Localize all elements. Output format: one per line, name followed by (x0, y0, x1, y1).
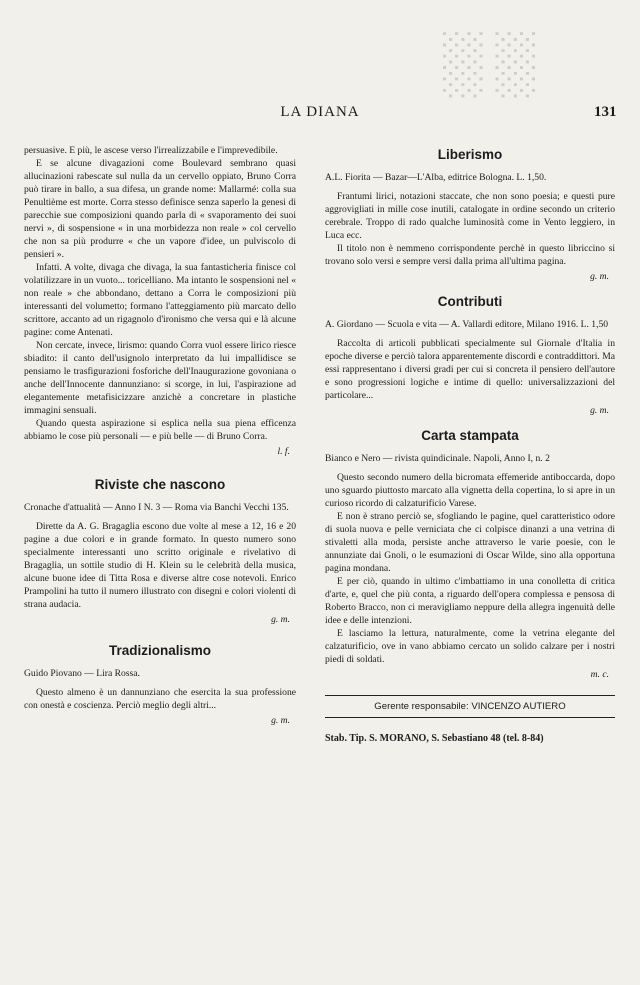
signature: l. f. (277, 446, 290, 457)
signature: m. c. (590, 669, 609, 680)
bleed-through-mark: ░░ (440, 29, 546, 95)
right-column (325, 144, 615, 745)
printer-imprint: Stab. Tip. S. MORANO, S. Sebastiano 48 (tel. 8-84) (325, 733, 544, 744)
section-heading-contributi: Contributi (437, 294, 503, 309)
paragraph: Questo secondo numero della bicromata effemeride antiboccarda, dopo uno sguardo piuttosto marcato alla vignetta della copertina, lo si apre in un curioso ricordo di calzaturificio Varese. (325, 472, 615, 509)
paragraph: E lasciamo la lettura, naturalmente, come la vetrina elegante del calzaturificio, ove in vano abbiamo cercato un solido calzare per i nostri piedi di soldati. (325, 628, 615, 665)
section-heading-carta-stampata: Carta stampata (421, 428, 519, 443)
paragraph: Non cercate, invece, lirismo: quando Corra vuol essere lirico riesce sbiadito: il canto dell'usignolo interpretato da lui impallidisce se pensiamo le trasfigurazioni fosforiche dell'Inaugurazione govoniana o anche dell'Innocente dannunziano: si scorge, in lui, l'aspirazione ad elegantemente metafisicizzare anzichè a concretare in plastiche immagini sensuali. (24, 340, 296, 416)
running-title: LA DIANA (280, 104, 360, 120)
signature: g. m. (590, 271, 609, 282)
paragraph: E per ciò, quando in ultimo c'imbattiamo in una conolletta di critica d'arte, e, quel che più conta, a riguardo dell'opera complessa e pensosa di Roberto Bracco, non ci meravigliamo neppure della allegra ingenuità delle idee e delle intenzioni. (325, 576, 615, 626)
gerente-line: Gerente responsabile: VINCENZO AUTIERO (374, 701, 566, 712)
paragraph: Questo almeno è un dannunziano che esercita la sua professione con onestà e coscienza. Perciò meglio degli altri... (24, 687, 296, 711)
paragraph: Frantumi lirici, notazioni staccate, che non sono poesia; e questi pure aggrovigliati in mille cose inutili, catalogate in ordine secondo un criterio cerebrale. Troppo di rado qualche luminosità come in Vento leggiero, in Luca ecc. (325, 191, 615, 241)
divider (325, 717, 615, 718)
paragraph: persuasive. E più, le ascese verso l'irrealizzabile e l'imprevedibile. (24, 145, 278, 156)
paragraph: E se alcune divagazioni come Boulevard sembrano quasi allucinazioni rabescate sul nulla da un cervello oppiato, Bruno Corra può tirare in ballo, a sua difesa, un grande nome: Mallarmé: colla sua Penultième est morte. Corra stesso definisce senza saperlo la genesi di parecchie sue composizioni quando parla di « svaporamento dei suoi nervi », di sospensione « in una morbidezza non reale » col cervello che non sa più produrre « che un vapore d'idee, un pulviscolo di pensieri ». (24, 158, 296, 260)
signature: g. m. (271, 614, 290, 625)
page-number: 131 (594, 104, 617, 120)
paragraph: Quando questa aspirazione si esplica nella sua piena efficenza abbiamo le cose più personali — e più belle — di Bruno Corra. (24, 418, 296, 442)
paragraph: Dirette da A. G. Bragaglia escono due volte al mese a 12, 16 e 20 pagine a due colori e in grande formato. In questo numero sono specialmente interessanti uno scritto originale e rivelativo di Bragaglia, un sottile studio di H. Klein su le celebrità della musica, alcune buone idee di Titta Rosa e diverse altre cose notevoli. Enrico Prampolini ha tutto il numero illustrato con disegni e colori violenti di strana audacia. (24, 521, 296, 610)
left-column (24, 144, 296, 731)
section-heading-liberismo: Liberismo (437, 147, 503, 162)
review-byline: Cronache d'attualità — Anno I N. 3 — Roma via Banchi Vecchi 135. (24, 502, 289, 513)
review-byline: A. Giordano — Scuola e vita — A. Vallardi editore, Milano 1916. L. 1,50 (325, 319, 609, 330)
paragraph: Infatti. A volte, divaga che divaga, la sua fantasticheria finisce col volatilizzare in un vuoto... toricelliano. Ma intanto le sospensioni nel « non reale » che abbondano, dettano a Corra le composizioni più interessanti del volumetto; formano l'atteggiamento più marcato dello scrittore, accanto ad un rigagnolo d'ironismo che versa qui e là alcune pagine: come Antenati. (24, 262, 296, 338)
review-byline: Guido Piovano — Lira Rossa. (24, 668, 140, 679)
review-byline: A.L. Fiorita — Bazar—L'Alba, editrice Bologna. L. 1,50. (325, 172, 547, 183)
paragraph: Raccolta di articoli pubblicati specialmente sul Giornale d'Italia in epoche diverse e perciò talora apparentemente discordi e contraddittori. Ma essi rappresentano i diversi gradi per cui si concreta il pensiero dell'autore e sono progressioni logiche e intime di quello: universalizzazioni del particolare... (325, 338, 615, 401)
signature: g. m. (590, 405, 609, 416)
divider (325, 695, 615, 696)
section-heading-tradizionalismo: Tradizionalismo (108, 643, 212, 658)
paragraph: Il titolo non è nemmeno corrispondente perchè in questo libriccino si trovano solo versi e sempre versi dalla prima all'ultima pagina. (325, 243, 615, 267)
section-heading-riviste: Riviste che nascono (94, 477, 226, 492)
signature: g. m. (271, 715, 290, 726)
review-byline: Bianco e Nero — rivista quindicinale. Napoli, Anno I, n. 2 (325, 453, 550, 464)
paragraph: E non è strano perciò se, sfogliando le pagine, quel caratteristico odore di suola nuova e pelle verniciata che ci colpisce dinanzi a una vetrina di stivaletti alla moda, persiste anche attraverso le varie poesie, con le annunziate dai Gnoli, o le esumazioni di Oscar Wilde, sino alla opportuna pagina mondana. (325, 511, 615, 574)
